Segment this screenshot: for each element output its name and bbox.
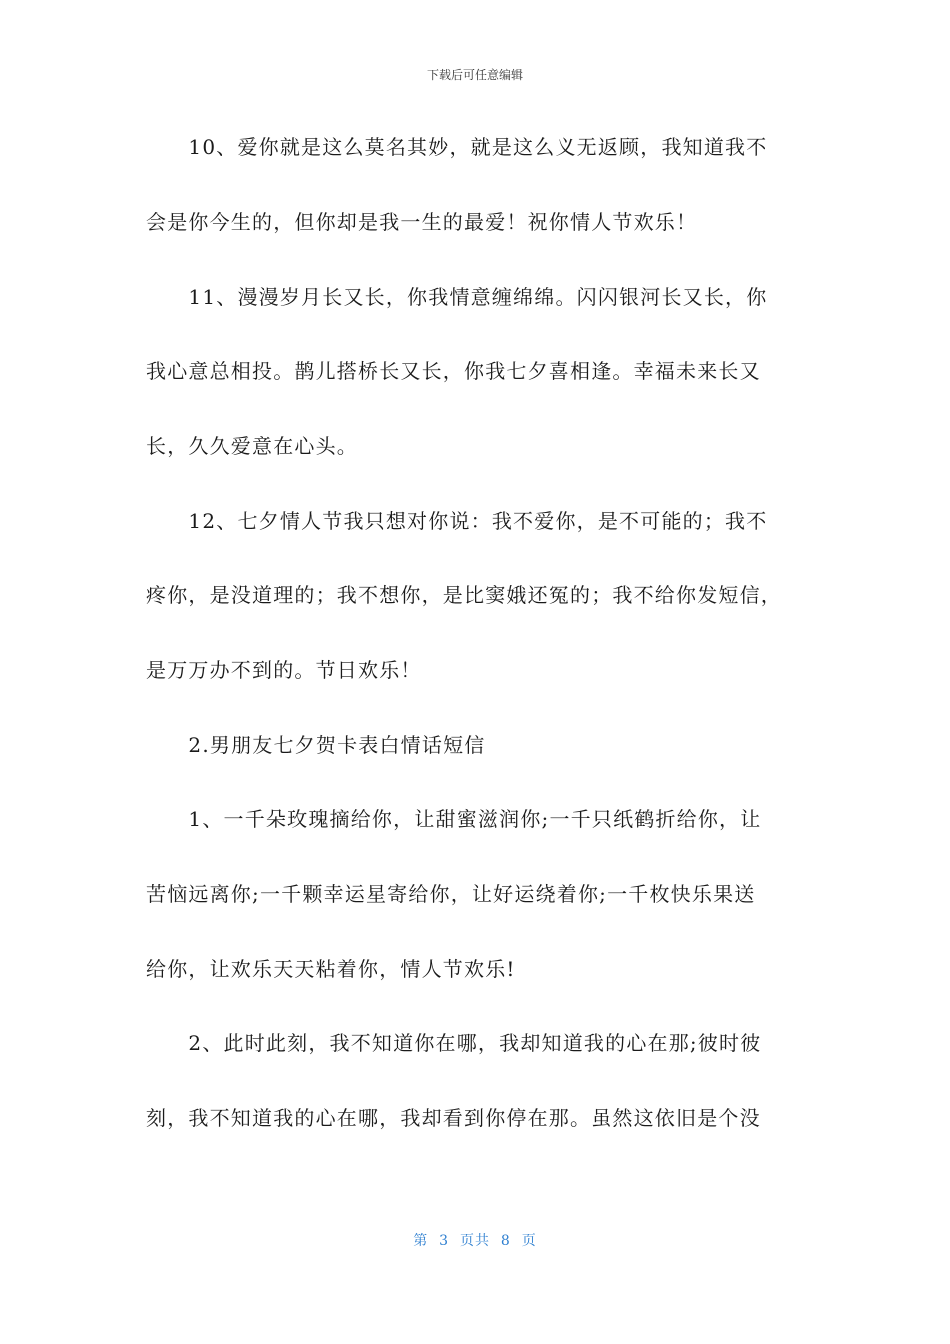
- text-line: 长，久久爱意在心头。: [146, 434, 358, 458]
- text-line: 会是你今生的，但你却是我一生的最爱！祝你情人节欢乐！: [146, 210, 698, 234]
- section-heading: 2.男朋友七夕贺卡表白情话短信: [146, 733, 486, 757]
- text-line: 11、漫漫岁月长又长，你我情意缠绵绵。闪闪银河长又长，你: [146, 285, 768, 309]
- page-header: 下载后可任意编辑: [426, 68, 523, 82]
- text-line: 12、七夕情人节我只想对你说：我不爱你，是不可能的；我不: [146, 509, 768, 533]
- text-line: 2、此时此刻，我不知道你在哪，我却知道我的心在那;彼时彼: [146, 1031, 762, 1055]
- text-line: 我心意总相投。鹊儿搭桥长又长，你我七夕喜相逢。幸福未来长又: [146, 359, 761, 383]
- text-line: 刻，我不知道我的心在哪，我却看到你停在那。虽然这依旧是个没: [146, 1106, 761, 1130]
- page-number-footer: 第 3 页共 8 页: [413, 1233, 537, 1249]
- text-line: 10、爱你就是这么莫名其妙，就是这么义无返顾，我知道我不: [146, 135, 768, 159]
- text-line: 给你，让欢乐天天粘着你，情人节欢乐!: [146, 957, 516, 981]
- text-line: 疼你，是没道理的；我不想你，是比窦娥还冤的；我不给你发短信，: [146, 583, 782, 607]
- text-line: 是万万办不到的。节日欢乐！: [146, 658, 422, 682]
- text-line: 1、一千朵玫瑰摘给你，让甜蜜滋润你;一千只纸鹤折给你，让: [146, 807, 762, 831]
- text-line: 苦恼远离你;一千颗幸运星寄给你，让好运绕着你;一千枚快乐果送: [146, 882, 756, 906]
